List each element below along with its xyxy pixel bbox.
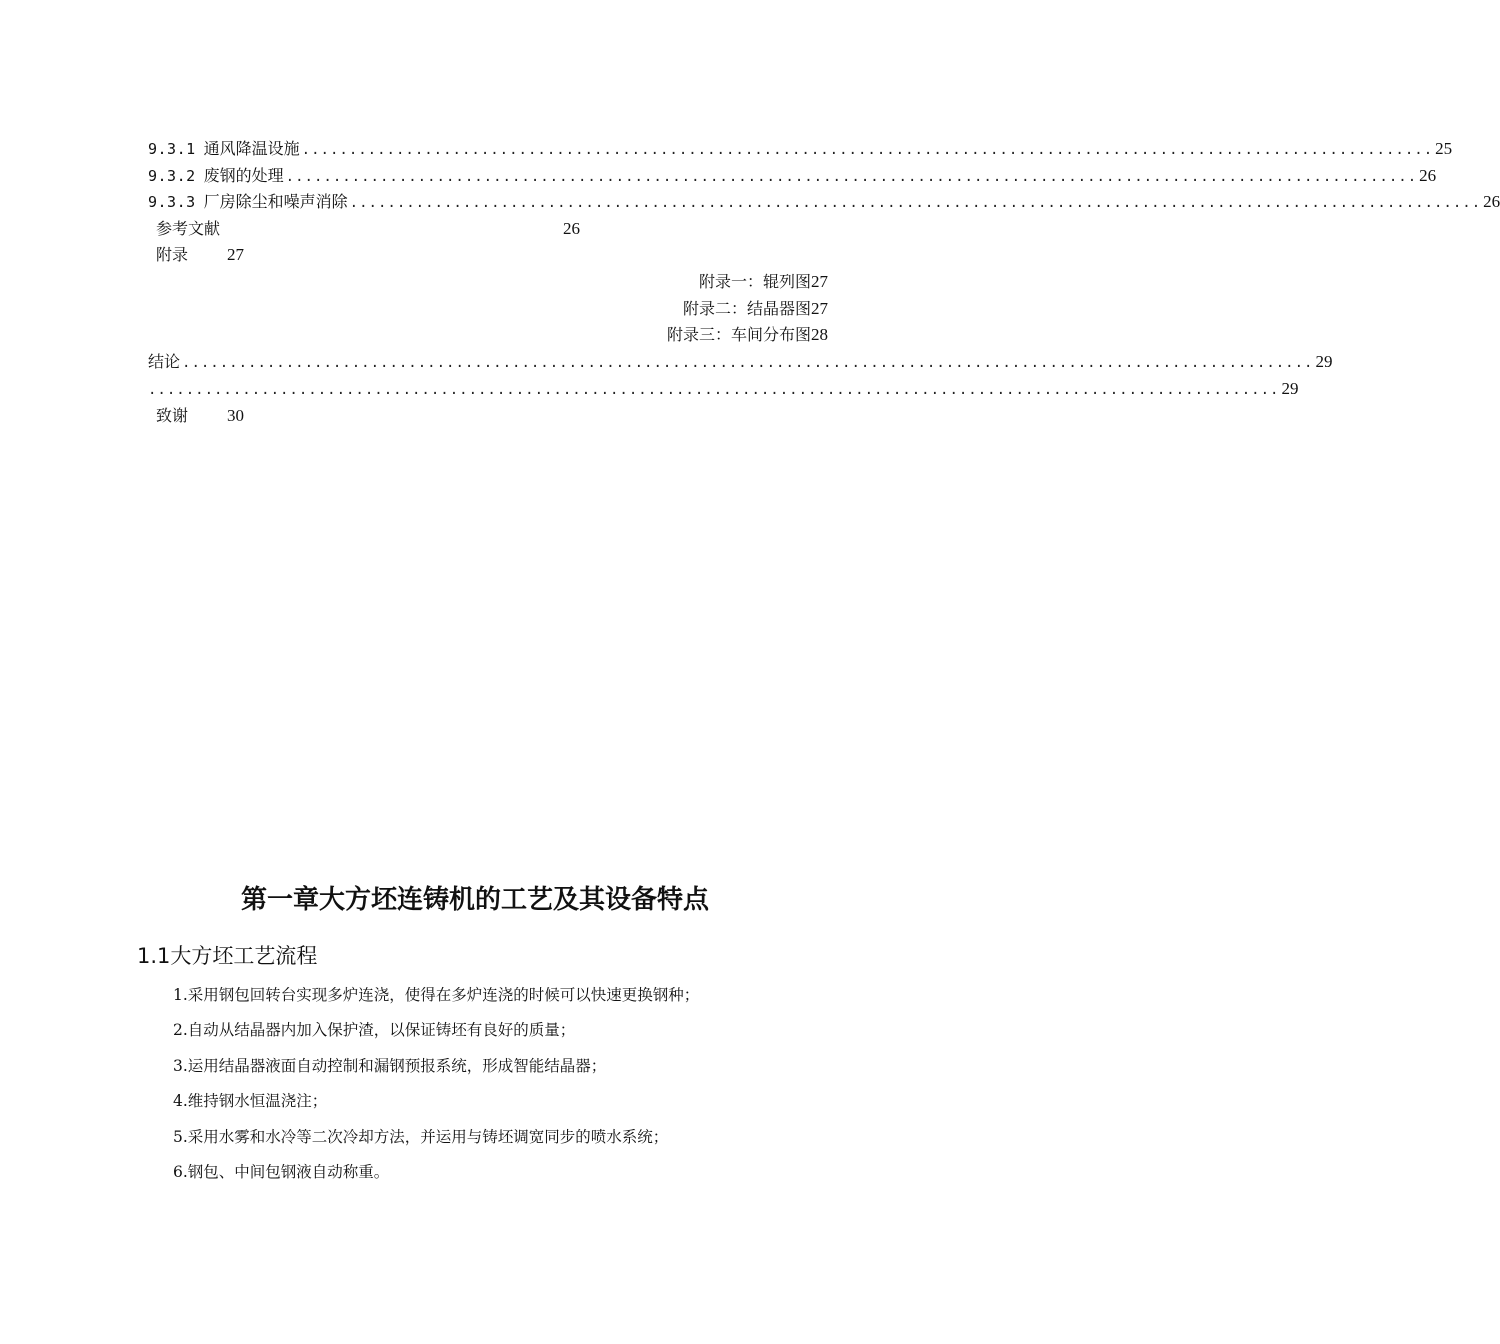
toc-entry-title: 附录三：车间分布图 — [666, 325, 811, 344]
toc-entry-appendix-3[interactable] — [667, 323, 828, 347]
process-list — [173, 983, 853, 1195]
list-item: 5.采用水雾和水冷等二次冷却方法，并运用与铸坯调宽同步的喷水系统； — [173, 1127, 669, 1146]
list-item: 3.运用结晶器液面自动控制和漏钢预报系统，形成智能结晶器； — [173, 1056, 607, 1075]
toc-entry-appendix-1[interactable] — [699, 270, 828, 294]
toc-entry-title: 参考文献 — [156, 219, 221, 238]
toc-entry-page: 30 — [227, 406, 244, 425]
toc-entry-number: 9.3.3 — [148, 193, 196, 211]
toc-entry-title: 附录 — [156, 245, 189, 264]
toc-entry-thanks[interactable] — [156, 404, 188, 428]
toc-dot-leader: ........................................................................................................................ — [148, 382, 1280, 398]
toc-entry-number: 9.3.1 — [148, 140, 196, 158]
list-item: 6.钢包、中间包钢液自动称重。 — [173, 1162, 390, 1181]
toc-entry-9-3-3[interactable] — [148, 190, 1500, 214]
toc-entry-title: 废钢的处理 — [203, 166, 284, 185]
toc-entry-page: 27 — [227, 245, 244, 264]
toc-entry-page: 27 — [811, 299, 828, 318]
toc-entry-references[interactable] — [156, 217, 220, 241]
toc-entry-title: 通风降温设施 — [203, 139, 300, 158]
toc-entry-untitled[interactable] — [148, 377, 1299, 401]
toc-entry-9-3-2[interactable] — [148, 164, 1437, 188]
toc-entry-references-page — [563, 217, 580, 241]
toc-entry-appendix-page — [227, 243, 244, 267]
toc-entry-page: 28 — [811, 325, 828, 344]
toc-entry-page: 29 — [1281, 379, 1299, 398]
toc-entry-number: 9.3.2 — [148, 167, 196, 185]
toc-dot-leader: ........................................................................................................................ — [182, 355, 1314, 371]
toc-entry-page: 25 — [1435, 139, 1453, 158]
list-item: 1.采用钢包回转台实现多炉连浇，使得在多炉连浇的时候可以快速更换钢种； — [173, 986, 700, 1004]
toc-entry-page: 26 — [563, 219, 580, 238]
toc-dot-leader: ........................................................................................................................ — [349, 195, 1482, 211]
toc-entry-page: 27 — [811, 272, 828, 291]
list-item: 2.自动从结晶器内加入保护渣，以保证铸坯有良好的质量； — [173, 1021, 576, 1040]
toc-entry-conclusion[interactable] — [148, 350, 1333, 374]
toc-entry-title: 附录一：辊列图 — [698, 272, 811, 291]
toc-entry-page: 26 — [1483, 192, 1500, 211]
chapter-title: 第一章大方坯连铸机的工艺及其设备特点 — [240, 885, 709, 915]
toc-entry-title: 致谢 — [156, 406, 189, 425]
section-title: 1.1大方坯工艺流程 — [137, 944, 318, 968]
toc-dot-leader: ........................................................................................................................ — [301, 142, 1434, 158]
toc-entry-page: 29 — [1315, 352, 1333, 371]
toc-entry-title: 结论 — [148, 352, 181, 371]
toc-entry-title: 附录二：结晶器图 — [682, 299, 811, 318]
toc-entry-page: 26 — [1419, 166, 1437, 185]
toc-entry-title: 厂房除尘和噪声消除 — [203, 192, 348, 211]
toc-dot-leader: ........................................................................................................................ — [285, 169, 1418, 185]
toc-entry-appendix-2[interactable] — [683, 297, 828, 321]
list-item: 4.维持钢水恒温浇注； — [173, 1092, 328, 1111]
toc-entry-appendix[interactable] — [156, 243, 188, 267]
toc-entry-9-3-1[interactable] — [148, 137, 1453, 161]
toc-entry-thanks-page — [227, 404, 244, 428]
